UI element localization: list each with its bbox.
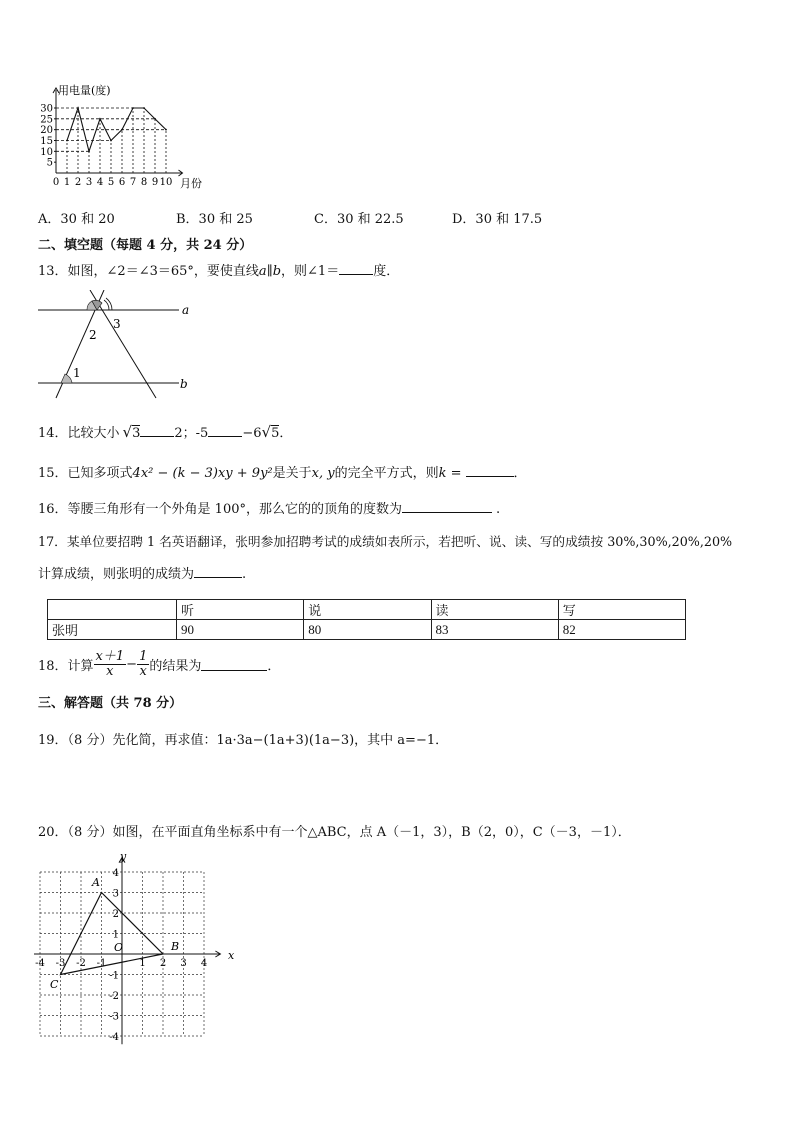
table-header-cell: 写 bbox=[558, 600, 685, 620]
chart-x-tick-label: 9 bbox=[151, 177, 159, 188]
q19-question: 19．（8 分）先化简，再求值：1a·3a−(1a+3)(1a−3)，其中 a=−1． bbox=[38, 733, 449, 748]
x-tick-label: -1 bbox=[96, 958, 107, 969]
chart-y-tick-label: 15 bbox=[40, 136, 53, 147]
table-header-cell: 说 bbox=[304, 600, 431, 620]
label-2: 2 bbox=[89, 328, 97, 342]
chart-data-point bbox=[132, 107, 134, 109]
y-tick-label: -2 bbox=[109, 991, 119, 1002]
q13-var-a: a bbox=[258, 264, 267, 279]
q15-suffix: 的完全平方式，则 bbox=[334, 466, 439, 481]
chart-y-tick-label: 10 bbox=[40, 146, 53, 158]
chart-y-tick-label: 5 bbox=[46, 157, 53, 169]
chart-data-point bbox=[99, 118, 101, 120]
chart-x-tick-label: 5 bbox=[107, 177, 115, 188]
chart-x-tick-label: 3 bbox=[85, 177, 93, 188]
y-tick-label: -3 bbox=[109, 1011, 119, 1023]
x-tick-label: 4 bbox=[200, 958, 208, 969]
option-d: D．30 和 17.5 bbox=[452, 212, 543, 227]
table-row bbox=[48, 620, 686, 640]
table-cell: 90 bbox=[177, 620, 304, 640]
chart-data-point bbox=[154, 118, 156, 120]
q20-question: 20．（8 分）如图，在平面直角坐标系中有一个△ABC，点 A（－1，3），B（2，0），C（－3，－1）． bbox=[38, 825, 631, 840]
q13-var-b: b bbox=[272, 264, 282, 279]
chart-y-tick-label: 25 bbox=[40, 114, 53, 126]
sqrt-3: √3 bbox=[122, 423, 141, 441]
chart-x-tick-label: 7 bbox=[129, 177, 137, 188]
chart-data-point bbox=[110, 140, 112, 142]
parallel-lines-figure bbox=[34, 290, 204, 400]
table-cell: 80 bbox=[304, 620, 431, 640]
q15-end: ． bbox=[513, 466, 527, 481]
chart-data-point bbox=[165, 129, 167, 131]
chart-data-point bbox=[121, 129, 123, 131]
q18-end: ． bbox=[267, 659, 281, 674]
q13-suffix: 度． bbox=[373, 264, 400, 279]
chart-y-tick-label: 20 bbox=[40, 125, 53, 137]
q18-question bbox=[38, 650, 280, 679]
y-tick-label: 3 bbox=[112, 888, 119, 900]
chart-data-point bbox=[66, 140, 68, 142]
q16-answer-blank[interactable] bbox=[402, 500, 492, 513]
y-tick-label: 2 bbox=[112, 909, 119, 920]
y-tick-label: 4 bbox=[112, 868, 119, 879]
q13-question bbox=[38, 260, 399, 279]
q14-blank-2[interactable] bbox=[208, 424, 242, 437]
q16-text: 16．等腰三角形有一个外角是 100°，那么它的的顶角的度数为 bbox=[38, 502, 402, 517]
chart-data-point bbox=[77, 107, 79, 109]
axis-x-label: x bbox=[228, 949, 235, 962]
vertex-a-label: A bbox=[92, 876, 100, 889]
q13-parallel: ∥ bbox=[266, 264, 273, 279]
electricity-usage-chart bbox=[30, 80, 220, 195]
option-b: B．30 和 25 bbox=[176, 212, 253, 227]
q14-end: ． bbox=[279, 426, 293, 441]
chart-x-tick-label: 8 bbox=[140, 177, 148, 188]
table-cell: 83 bbox=[431, 620, 558, 640]
q15-expr: 4x² − (k − 3)xy + 9y² bbox=[132, 466, 273, 481]
q14-question bbox=[38, 422, 292, 441]
label-3: 3 bbox=[113, 317, 121, 331]
q18-fraction-1: $\frac{x+1}{x}$ bbox=[95, 649, 125, 679]
y-tick-label: -4 bbox=[109, 1032, 119, 1043]
section3-heading: 三、解答题（共 78 分） bbox=[38, 696, 183, 711]
vertex-c-label: C bbox=[50, 978, 59, 991]
chart-x-tick-label: 2 bbox=[74, 177, 82, 188]
q15-question bbox=[38, 462, 527, 481]
q15-answer-blank[interactable] bbox=[466, 464, 514, 477]
x-tick-label: -2 bbox=[76, 958, 86, 969]
chart-x-tick-label: 10 bbox=[159, 177, 173, 188]
q17-answer-blank[interactable] bbox=[194, 565, 242, 578]
chart-ylabel: 用电量(度) bbox=[58, 84, 111, 97]
x-tick-label: 1 bbox=[139, 958, 146, 969]
q17-line1: 17．某单位要招聘 1 名英语翻译，张明参加招聘考试的成绩如表所示，若把听、说、读、写的成绩按 30%,30%,20%,20% bbox=[38, 534, 733, 549]
q13-mid: ，则∠1＝ bbox=[281, 264, 340, 279]
q15-k: k = bbox=[438, 466, 462, 481]
q15-mid: 是关于 bbox=[272, 466, 312, 481]
coordinate-grid-figure bbox=[34, 848, 244, 1048]
chart-x-tick-label: 4 bbox=[96, 177, 104, 188]
axis-y-label: y bbox=[120, 850, 127, 863]
chart-x-tick-label: 0 bbox=[52, 177, 60, 188]
table-header-cell bbox=[48, 600, 177, 620]
angle-1-mark bbox=[61, 374, 72, 383]
q17-end: . bbox=[242, 567, 247, 582]
table-header-cell: 听 bbox=[177, 600, 304, 620]
sqrt-5: √5 bbox=[261, 423, 280, 441]
q15-prefix: 15．已知多项式 bbox=[38, 466, 133, 481]
chart-xlabel: 月份 bbox=[180, 177, 202, 190]
q18-prefix: 18．计算 bbox=[38, 659, 94, 674]
chart-data-point bbox=[143, 107, 145, 109]
option-c: C．30 和 22.5 bbox=[314, 212, 404, 227]
label-b: b bbox=[180, 377, 188, 391]
q18-suffix: 的结果为 bbox=[149, 659, 202, 674]
chart-x-tick-label: 6 bbox=[118, 177, 126, 188]
q18-answer-blank[interactable] bbox=[201, 658, 267, 671]
q17-line2 bbox=[38, 563, 246, 582]
chart-x-tick-label: 1 bbox=[63, 177, 71, 188]
section2-heading: 二、填空题（每题 4 分，共 24 分） bbox=[38, 238, 253, 253]
q16-end: . bbox=[496, 502, 501, 517]
q13-answer-blank[interactable] bbox=[339, 262, 373, 275]
chart-y-tick-label: 30 bbox=[40, 103, 53, 115]
y-tick-label: -1 bbox=[109, 970, 119, 982]
y-tick-label: 1 bbox=[112, 929, 119, 941]
label-a: a bbox=[182, 303, 190, 317]
label-1: 1 bbox=[73, 366, 81, 380]
q14-neg6: −6 bbox=[242, 426, 262, 441]
q13-prefix: 13．如图，∠2＝∠3＝65°，要使直线 bbox=[38, 264, 259, 279]
q16-question bbox=[38, 498, 500, 517]
x-tick-label: 3 bbox=[180, 958, 187, 969]
q14-after1: 2；-5 bbox=[174, 426, 209, 441]
q14-blank-1[interactable] bbox=[140, 424, 174, 437]
q18-fraction-2: $\frac{1}{x}$ bbox=[139, 649, 148, 679]
table-cell: 82 bbox=[558, 620, 685, 640]
origin-label: O bbox=[114, 941, 124, 954]
chart-data-point bbox=[88, 150, 90, 152]
x-tick-label: -3 bbox=[55, 958, 66, 969]
table-header-cell: 读 bbox=[431, 600, 558, 620]
score-table bbox=[47, 599, 686, 640]
option-a: A．30 和 20 bbox=[38, 212, 115, 227]
q17-line2-text: 计算成绩，则张明的成绩为 bbox=[38, 567, 195, 582]
vertex-b-label: B bbox=[171, 940, 180, 953]
q18-minus: − bbox=[126, 657, 138, 672]
table-header-row bbox=[48, 600, 686, 620]
x-tick-label: -4 bbox=[35, 958, 45, 969]
x-tick-label: 2 bbox=[159, 958, 167, 969]
table-cell: 张明 bbox=[48, 620, 177, 640]
q15-vars: x, y bbox=[311, 466, 335, 481]
q14-prefix: 14．比较大小 bbox=[38, 426, 120, 441]
